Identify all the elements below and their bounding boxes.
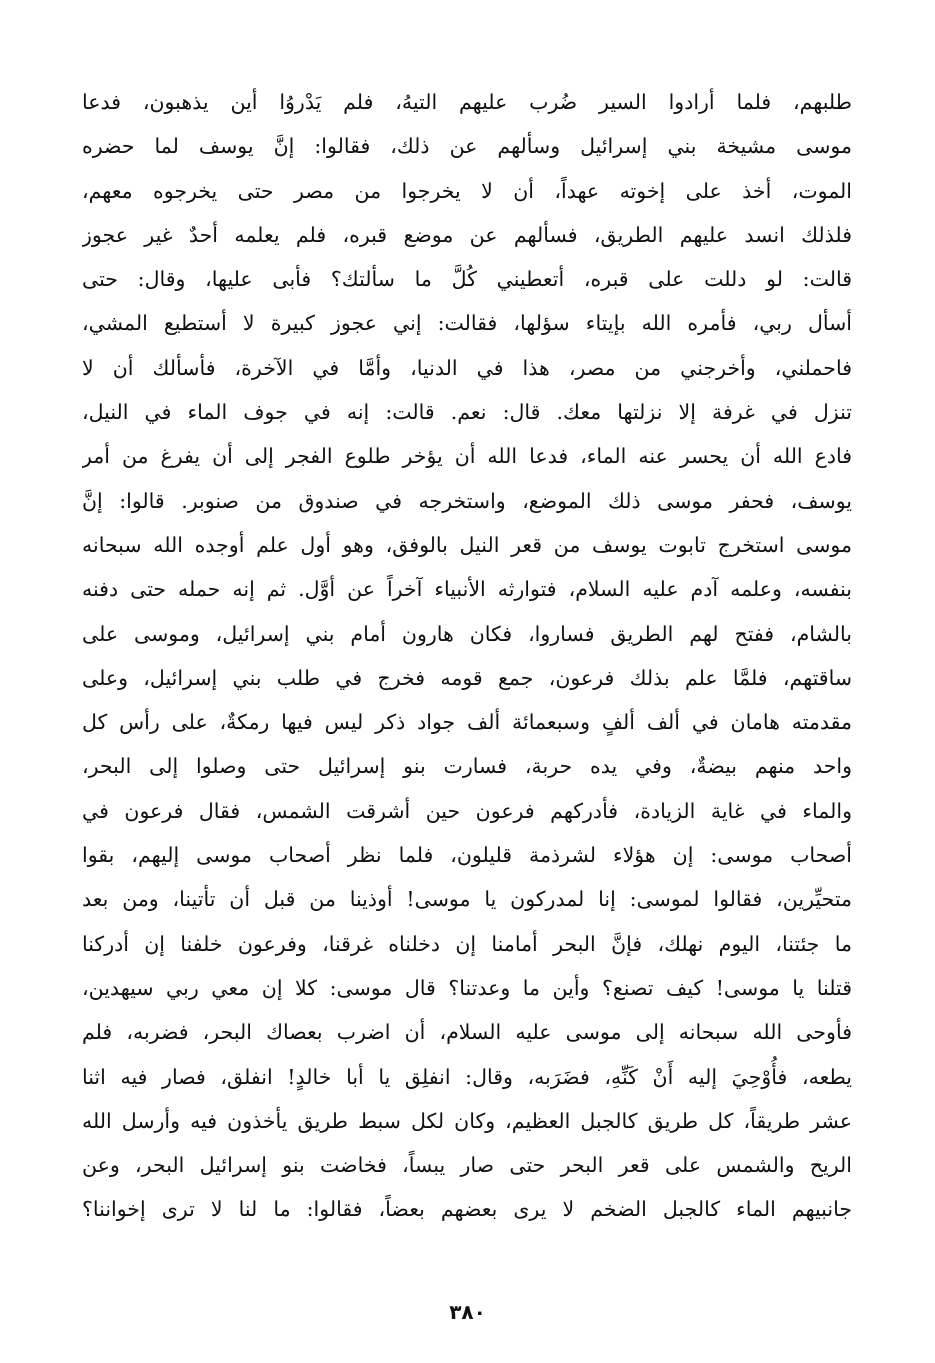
text-line: بالشام، ففتح لهم الطريق فساروا، فكان هارون أمام بني إسرائيل، وموسى على	[82, 621, 852, 646]
text-line: موسى مشيخة بني إسرائيل وسألهم عن ذلك، فقالوا: إنَّ يوسف لما حضره	[82, 134, 852, 159]
text-line: ما جئتنا، اليوم نهلك، فإنَّ البحر أمامنا إن دخلناه غرقنا، وفرعون خلفنا إن أدركنا	[82, 931, 852, 956]
page-number: ٣٨٠	[449, 1300, 486, 1324]
text-line: يوسف، فحفر موسى ذلك الموضع، واستخرجه في صندوق من صنوبر. قالوا: إنَّ	[82, 488, 852, 513]
text-line: يطعه، فأُوْحِيَ إليه أَنْ كَنِّهِ، فضَرَبه، وقال: انفلِق يا أبا خالدٍ! انفلق، فصار فيه اثنا	[82, 1064, 852, 1089]
text-line: أصحاب موسى: إن هؤلاء لشرذمة قليلون، فلما نظر أصحاب موسى إليهم، بقوا	[82, 843, 852, 868]
text-line: الريح والشمس على قعر البحر حتى صار يبساً، فخاضت بنو إسرائيل البحر، وعن	[82, 1153, 852, 1178]
text-line: فأوحى الله سبحانه إلى موسى عليه السلام، أن اضرب بعصاك البحر، فضربه، فلم	[82, 1020, 852, 1045]
text-line: متحيِّرين، فقالوا لموسى: إنا لمدركون يا موسى! أوذينا من قبل أن تأتينا، ومن بعد	[82, 887, 852, 912]
text-line: بنفسه، وعلمه آدم عليه السلام، فتوارثه الأنبياء آخراً عن أوَّل. ثم إنه حمله حتى دفنه	[82, 577, 852, 602]
text-line: فاحملني، وأخرجني من مصر، هذا في الدنيا، وأمَّا في الآخرة، فأسألك أن لا	[82, 355, 852, 380]
text-line: والماء في غاية الزيادة، فأدركهم فرعون حين أشرقت الشمس، فقال فرعون في	[82, 798, 852, 823]
text-line: قالت: لو دللت على قبره، أتعطيني كُلَّ ما سألتك؟ فأبى عليها، وقال: حتى	[82, 267, 852, 292]
text-line: مقدمته هامان في ألف ألفٍ وسبعمائة ألف جواد ذكر ليس فيها رمكةٌ، على رأس كل	[82, 710, 852, 735]
text-line: عشر طريقاً، كل طريق كالجبل العظيم، وكان لكل سبط طريق يأخذون فيه وأرسل الله	[82, 1108, 852, 1133]
text-line: فلذلك انسد عليهم الطريق، فسألهم عن موضع قبره، فلم يعلمه أحدٌ غير عجوز	[82, 222, 852, 247]
text-line: موسى استخرج تابوت يوسف من قعر النيل بالوفق، وهو أول علم أوجده الله سبحانه	[82, 532, 852, 557]
body-text	[82, 80, 852, 1232]
text-line: ساقتهم، فلمَّا علم بذلك فرعون، جمع قومه فخرج في طلب بني إسرائيل، وعلى	[82, 665, 852, 690]
text-line: تنزل في غرفة إلا نزلتها معك. قال: نعم. قالت: إنه في جوف الماء في النيل،	[82, 400, 852, 425]
text-line: الموت، أخذ على إخوته عهداً، أن لا يخرجوا من مصر حتى يخرجوه معهم،	[82, 178, 852, 203]
text-line: فادع الله أن يحسر عنه الماء، فدعا الله أن يؤخر طلوع الفجر إلى أن يفرغ من أمر	[82, 444, 852, 469]
text-line: أسأل ربي، فأمره الله بإيتاء سؤلها، فقالت: إني عجوز كبيرة لا أستطيع المشي،	[82, 311, 852, 336]
text-line: جانبيهم الماء كالجبل الضخم لا يرى بعضهم بعضاً، فقالوا: ما لنا لا ترى إخواننا؟	[82, 1197, 852, 1222]
text-line: طلبهم، فلما أرادوا السير ضُرب عليهم التيهُ، فلم يَدْروُا أين يذهبون، فدعا	[82, 90, 852, 114]
text-line: واحد منهم بيضةٌ، وفي يده حربة، فسارت بنو إسرائيل حتى وصلوا إلى البحر،	[82, 754, 852, 779]
text-line: قتلنا يا موسى! كيف تصنع؟ وأين ما وعدتنا؟ قال موسى: كلا إن معي ربي سيهدين،	[82, 975, 852, 1000]
